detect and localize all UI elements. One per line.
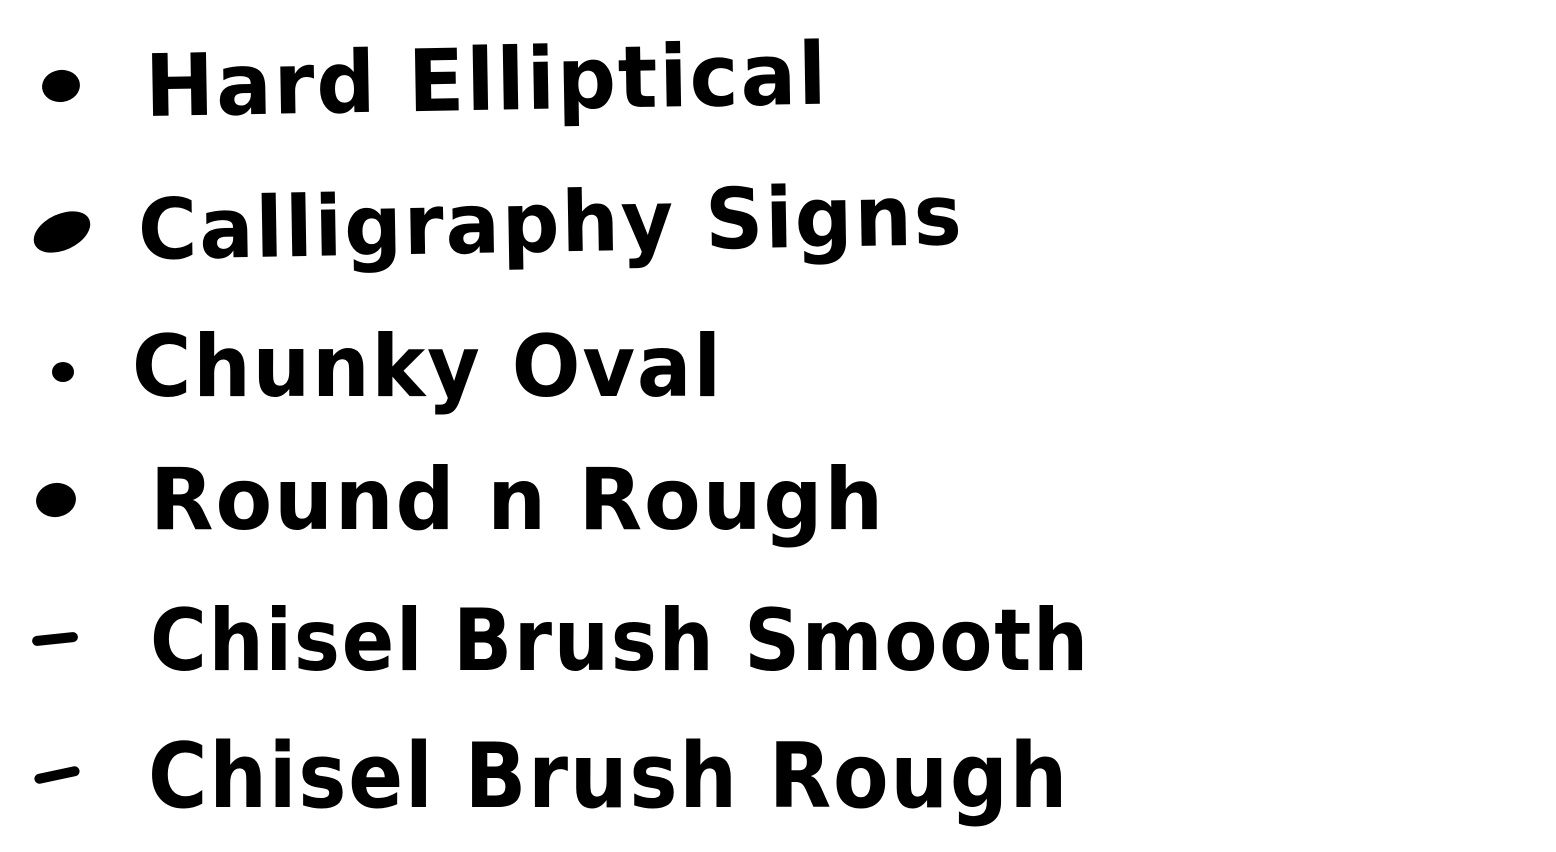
list-item-label: Calligraphy Signs (137, 165, 965, 279)
list-item (0, 24, 1556, 160)
list-item (0, 590, 1556, 720)
list-item-label: Chisel Brush Smooth (150, 591, 1090, 691)
list-item-label: Round n Rough (150, 450, 886, 550)
bullet-dot-icon (33, 480, 78, 520)
list-item-label: Chisel Brush Rough (148, 724, 1070, 829)
list-item-label: Chunky Oval (132, 317, 723, 417)
bullet-dash-icon (33, 765, 80, 784)
bullet-dash-icon (32, 632, 79, 647)
list-item-label: Hard Elliptical (144, 24, 830, 137)
list-item (0, 165, 1556, 300)
bullet-oval-icon (27, 203, 97, 261)
list-item (0, 722, 1556, 852)
list-item (0, 310, 1556, 440)
list-item (0, 445, 1556, 575)
bullet-small-dot-icon (52, 362, 74, 382)
bullet-dot-icon (40, 68, 82, 105)
